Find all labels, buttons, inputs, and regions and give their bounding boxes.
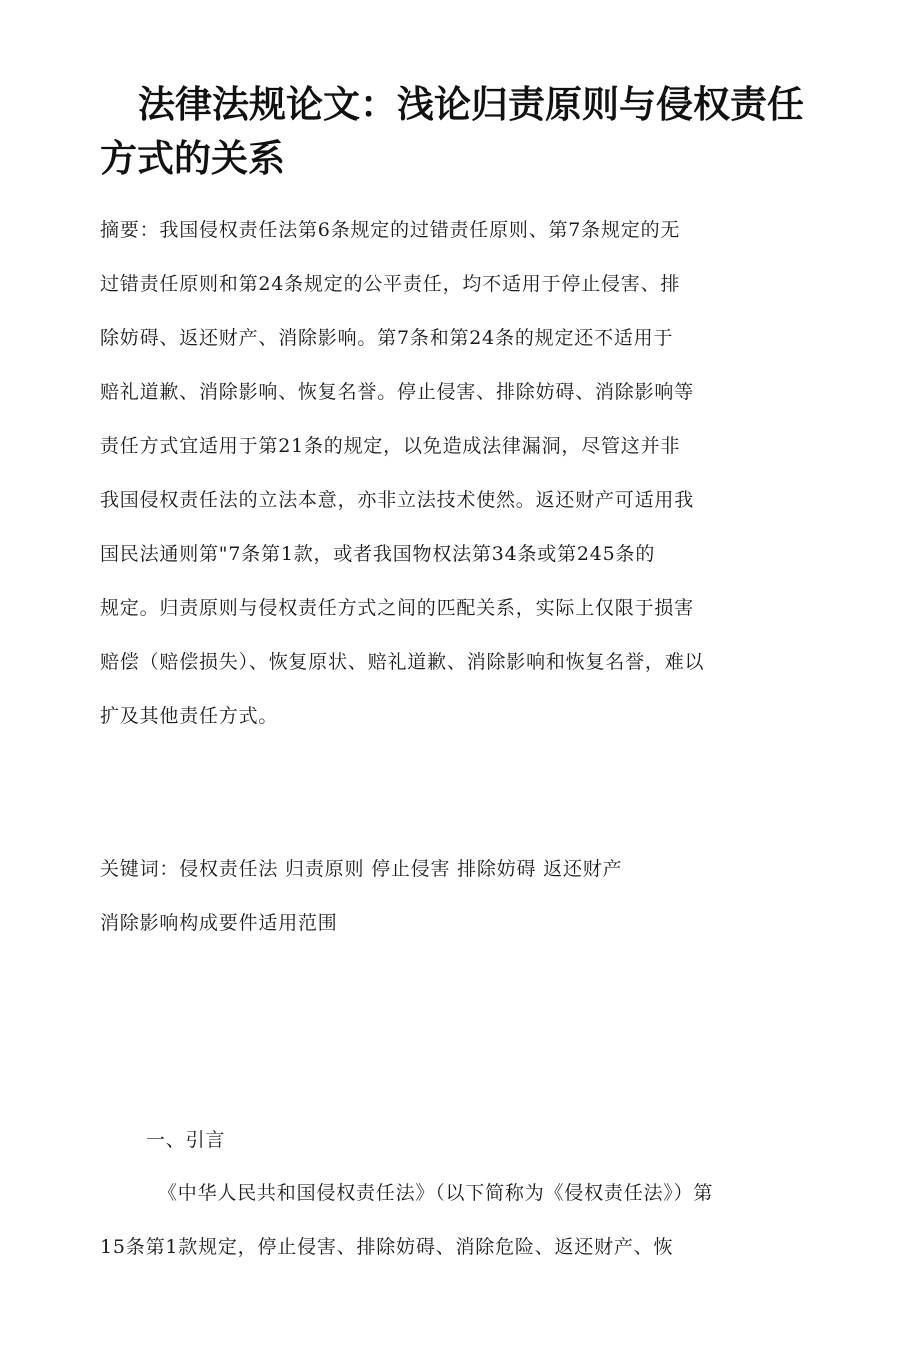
abstract-line: 规定。归责原则与侵权责任方式之间的匹配关系，实际上仅限于损害 [100,597,695,619]
abstract-line: 过错责任原则和第24条规定的公平责任，均不适用于停止侵害、排 [100,273,681,295]
body-line: 《中华人民共和国侵权责任法》（以下简称为《侵权责任法》）第 [158,1182,714,1204]
abstract-line: 我国侵权责任法的立法本意，亦非立法技术使然。返还财产可适用我 [100,489,695,511]
section-heading: 一、引言 [146,1129,226,1151]
keywords-line: 消除影响构成要件适用范围 [100,912,338,934]
abstract-line: 国民法通则第"7条第1款，或者我国物权法第34条或第245条的 [100,543,656,565]
abstract-line: 责任方式宜适用于第21条的规定，以免造成法律漏洞，尽管这并非 [100,435,681,457]
abstract-line: 赔偿（赔偿损失）、恢复原状、赔礼道歉、消除影响和恢复名誉，难以 [100,651,705,673]
abstract-line: 扩及其他责任方式。 [100,705,279,727]
abstract-line: 赔礼道歉、消除影响、恢复名誉。停止侵害、排除妨碍、消除影响等 [100,381,695,403]
abstract-line: 摘要：我国侵权责任法第6条规定的过错责任原则、第7条规定的无 [100,219,681,241]
body-line: 15条第1款规定，停止侵害、排除妨碍、消除危险、返还财产、恢 [100,1236,674,1258]
keywords-line: 关键词：侵权责任法 归责原则 停止侵害 排除妨碍 返还财产 [100,858,623,880]
document-title: 法律法规论文：浅论归责原则与侵权责任方式的关系 [100,83,804,180]
abstract-line: 除妨碍、返还财产、消除影响。第7条和第24条的规定还不适用于 [100,327,674,349]
